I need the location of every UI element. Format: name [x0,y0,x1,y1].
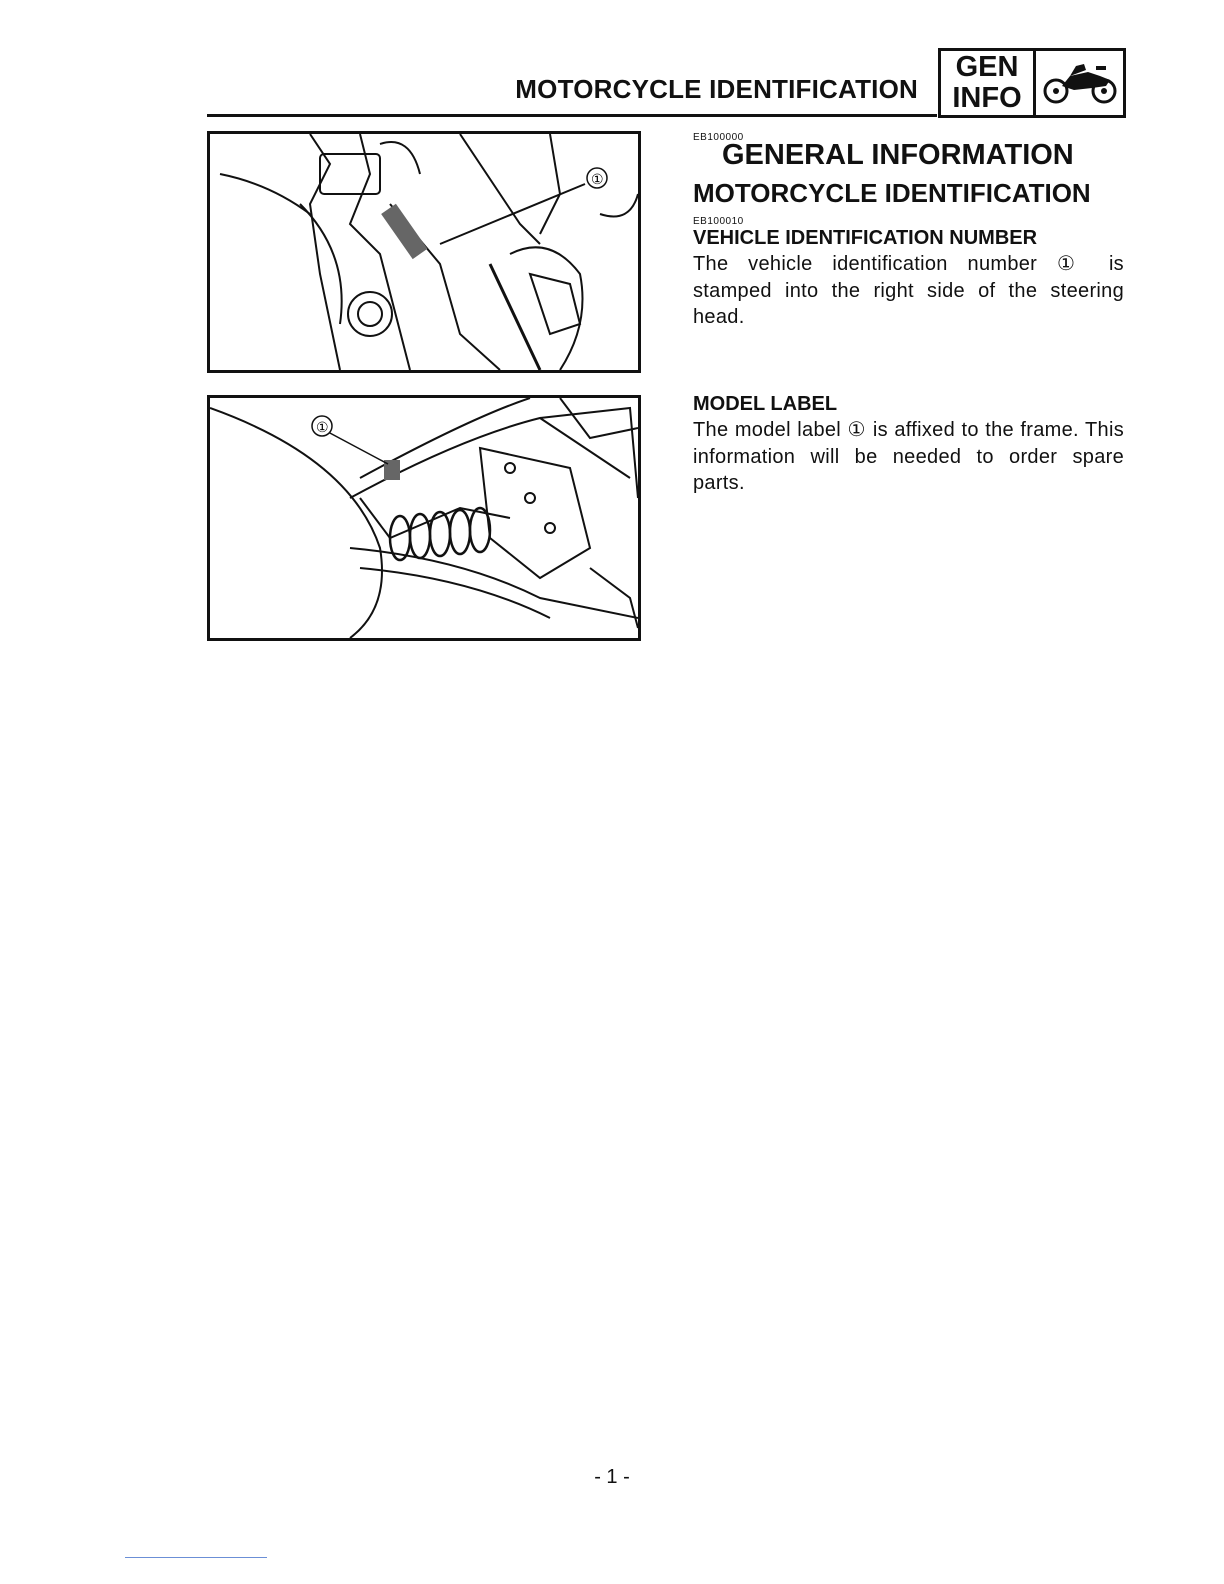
header-title: MOTORCYCLE IDENTIFICATION [515,74,918,104]
badge-line-info: INFO [952,82,1022,114]
badge-text [941,51,1036,115]
section-title: GENERAL INFORMATION [722,139,1074,171]
model-label-paragraph: The model label ① is affixed to the frame. This information will be needed to order spare parts. [693,419,1124,494]
footer-rule [125,1557,267,1558]
model-label-callout: ① [316,419,329,435]
section-badge [938,48,1126,118]
subsection-title: MOTORCYCLE IDENTIFICATION [693,178,1091,208]
document-code-1: EB100000 [693,132,744,143]
document-code-2: EB100010 [693,216,744,227]
header-rule [207,114,937,117]
badge-line-gen: GEN [955,51,1019,83]
model-label-heading: MODEL LABEL [693,393,838,415]
vin-paragraph: The vehicle identification number ① is stamped into the right side of the steering head. [693,253,1124,328]
vin-callout: ① [591,171,604,187]
page-number: - 1 - [594,1466,630,1488]
vin-heading: VEHICLE IDENTIFICATION NUMBER [693,227,1038,249]
vin-figure [207,131,641,373]
motorcycle-icon [1036,51,1123,115]
model-label-figure [207,395,641,641]
